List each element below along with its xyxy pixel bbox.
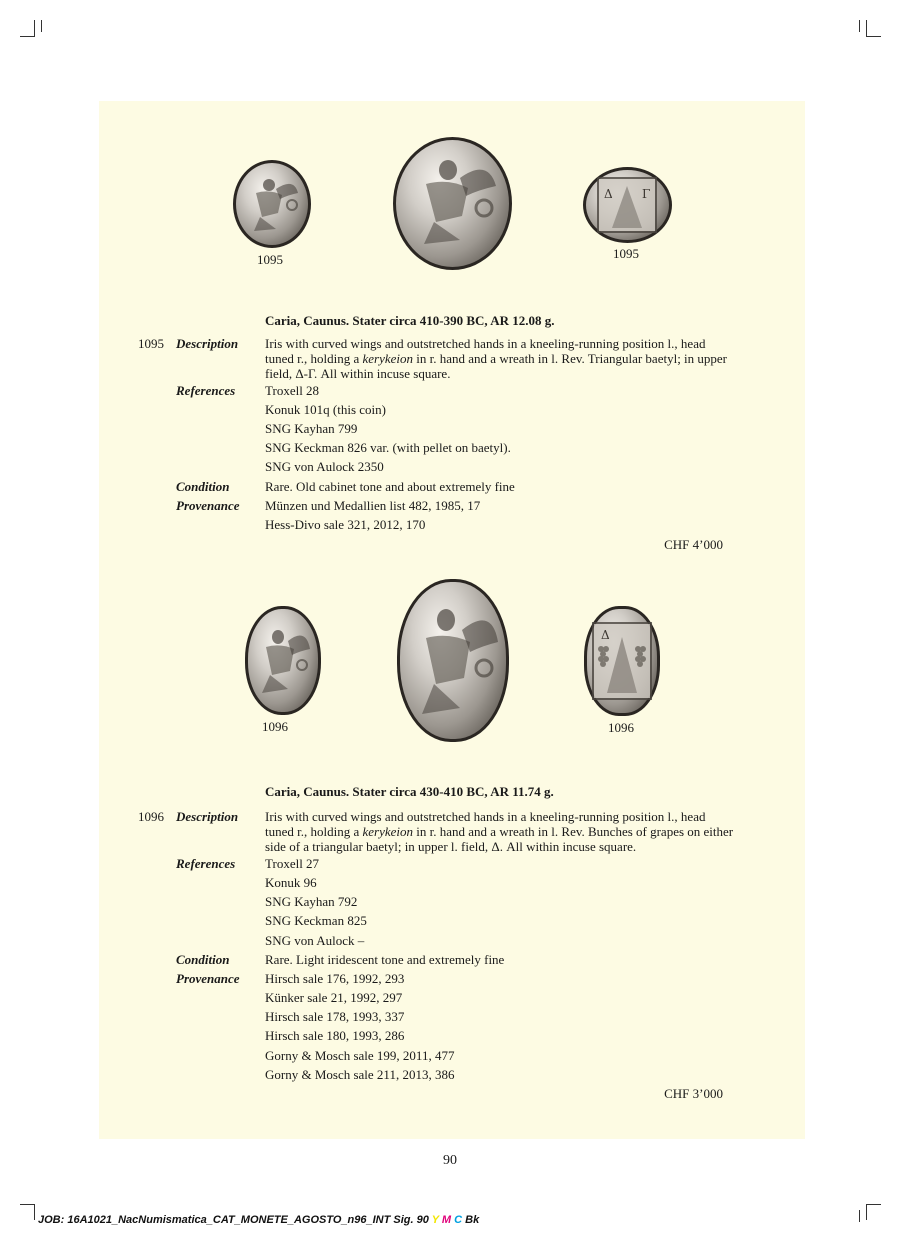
references-label: References xyxy=(176,383,236,398)
condition-label: Condition xyxy=(176,952,230,967)
reference-item: SNG von Aulock 2350 xyxy=(265,459,384,474)
crop-mark xyxy=(20,36,35,37)
kerykeion-term: kerykeion xyxy=(362,824,414,839)
description-text: Iris with curved wings and outstretched hands in a kneeling-running position l., head tuned r., holding a kerykeion in r. hand and a wreath in l. Rev. Triangular baetyl; in upper field, Δ-Γ. All within incuse square. xyxy=(265,336,728,381)
provenance-label: Provenance xyxy=(176,498,240,513)
coin-label: 1096 xyxy=(608,720,634,735)
provenance-item: Hess-Divo sale 321, 2012, 170 xyxy=(265,517,426,532)
condition-text: Rare. Light iridescent tone and extremely fine xyxy=(265,952,505,967)
kerykeion-term: kerykeion xyxy=(362,351,414,366)
coin-image-obverse xyxy=(233,160,311,248)
reference-item: SNG Kayhan 799 xyxy=(265,421,358,436)
description-label: Description xyxy=(176,809,239,824)
reference-item: Konuk 96 xyxy=(265,875,317,890)
swatch-black: Bk xyxy=(465,1214,480,1226)
lot-number: 1095 xyxy=(138,336,164,351)
reference-item: SNG Kayhan 792 xyxy=(265,894,358,909)
svg-text:Δ: Δ xyxy=(601,628,610,642)
coin-label: 1096 xyxy=(262,719,288,734)
provenance-item: Gorny & Mosch sale 199, 2011, 477 xyxy=(265,1048,455,1063)
provenance-item: Hirsch sale 180, 1993, 286 xyxy=(265,1028,405,1043)
estimate-price: CHF 3’000 xyxy=(664,1086,723,1101)
reference-item: Troxell 27 xyxy=(265,856,320,871)
reference-item: Konuk 101q (this coin) xyxy=(265,402,386,417)
crop-mark xyxy=(41,20,42,32)
lot-title: Caria, Caunus. Stater circa 430-410 BC, AR 11.74 g. xyxy=(265,784,554,799)
crop-mark xyxy=(866,1204,867,1220)
provenance-item: Gorny & Mosch sale 211, 2013, 386 xyxy=(265,1067,455,1082)
iris-figure-icon xyxy=(248,609,318,712)
provenance-item: Hirsch sale 178, 1993, 337 xyxy=(265,1009,405,1024)
swatch-cyan: C xyxy=(454,1214,463,1226)
condition-text: Rare. Old cabinet tone and about extremely fine xyxy=(265,479,515,494)
provenance-item: Künker sale 21, 1992, 297 xyxy=(265,990,403,1005)
swatch-yellow: Y xyxy=(431,1214,439,1226)
crop-mark xyxy=(866,1204,881,1205)
estimate-price: CHF 4’000 xyxy=(664,537,723,552)
coin-label: 1095 xyxy=(613,246,639,261)
condition-label: Condition xyxy=(176,479,230,494)
crop-mark xyxy=(34,1204,35,1220)
coin-label: 1095 xyxy=(257,252,283,267)
provenance-item: Hirsch sale 176, 1992, 293 xyxy=(265,971,405,986)
iris-figure-icon xyxy=(236,163,308,245)
coin-image-obverse xyxy=(245,606,321,715)
reference-item: SNG von Aulock – xyxy=(265,933,365,948)
svg-text:Δ: Δ xyxy=(604,187,613,201)
crop-mark xyxy=(859,20,860,32)
coin-image-reverse xyxy=(583,167,672,243)
reference-item: SNG Keckman 826 var. (with pellet on baetyl). xyxy=(265,440,511,455)
page-number: 90 xyxy=(443,1153,457,1168)
iris-figure-icon xyxy=(400,582,506,739)
provenance-label: Provenance xyxy=(176,971,240,986)
baetyl-grapes-icon xyxy=(587,609,657,713)
reference-item: SNG Keckman 825 xyxy=(265,913,367,928)
coin-image-enlarged xyxy=(397,579,509,742)
lot-title: Caria, Caunus. Stater circa 410-390 BC, AR 12.08 g. xyxy=(265,313,555,328)
description-label: Description xyxy=(176,336,239,351)
description-text: Iris with curved wings and outstretched hands in a kneeling-running position l., head tuned r., holding a kerykeion in r. hand and a wreath in l. Rev. Bunches of grapes on either side of a triangular baetyl; in upper l. field, Δ. All within incuse square. xyxy=(265,809,734,854)
job-text: JOB: 16A1021_NacNumismatica_CAT_MONETE_AGOSTO_n96_INT Sig. 90 xyxy=(38,1214,429,1226)
reference-item: Troxell 28 xyxy=(265,383,320,398)
provenance-item: Münzen und Medallien list 482, 1985, 17 xyxy=(265,498,481,513)
crop-mark xyxy=(20,1204,35,1205)
svg-text:Γ: Γ xyxy=(642,187,651,201)
coin-image-enlarged xyxy=(393,137,512,270)
lot-number: 1096 xyxy=(138,809,164,824)
crop-mark xyxy=(866,36,881,37)
iris-figure-icon xyxy=(396,140,509,267)
printer-slug xyxy=(38,1214,479,1226)
crop-mark xyxy=(859,1210,860,1222)
crop-mark xyxy=(866,20,867,36)
crop-mark xyxy=(34,20,35,36)
baetyl-triangle-icon xyxy=(586,170,669,240)
coin-image-reverse xyxy=(584,606,660,716)
swatch-magenta: M xyxy=(441,1214,452,1226)
references-label: References xyxy=(176,856,236,871)
